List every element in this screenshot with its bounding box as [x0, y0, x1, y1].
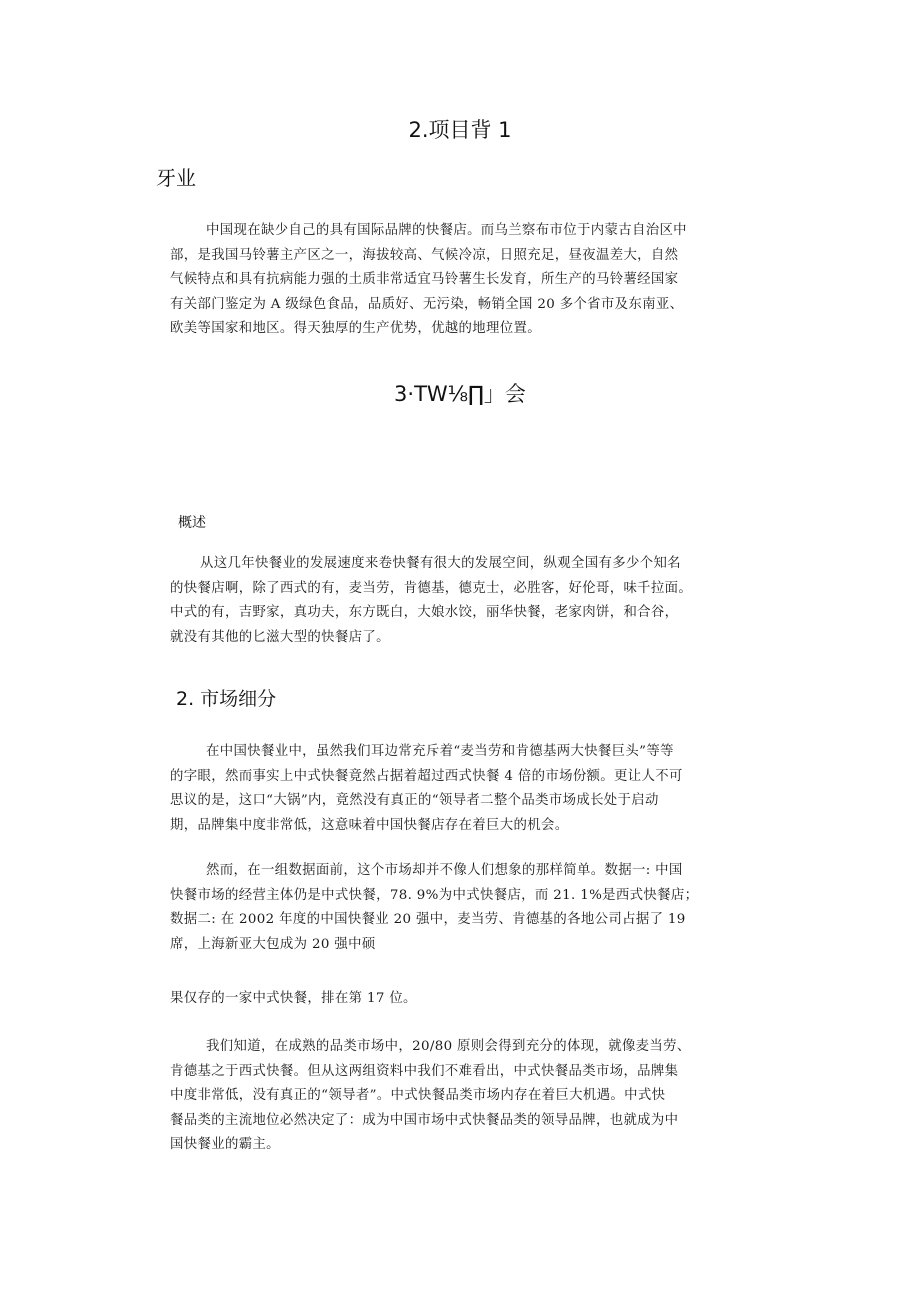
paragraph-line: 数据二: 在 2002 年度的中国快餐业 20 强中，麦当劳、肯德基的各地公司占据了 19 — [170, 912, 686, 928]
paragraph-market-2 — [170, 859, 760, 957]
paragraph-line: 中式的有，吉野家，真功夫，东方既白，大娘水饺，丽华快餐，老家肉饼，和合谷， — [170, 605, 679, 621]
section-heading-project-background: 2.项目背 1 — [408, 118, 512, 142]
paragraph-line: 国快餐业的霸主。 — [170, 1137, 280, 1153]
paragraph-line: 在中国快餐业中，虽然我们耳边常充斥着“麦当劳和肯德基两大快餐巨头”等等 — [206, 744, 674, 759]
paragraph-line: 的字眼，然而事实上中式快餐竟然占据着超过西式快餐 4 倍的市场份额。更让人不可 — [170, 768, 683, 784]
paragraph-line: 席，上海新亚大包成为 20 强中硕 — [170, 936, 376, 952]
paragraph-line: 部，是我国马铃薯主产区之一，海拔较高、气候冷凉，日照充足，昼夜温差大，自然 — [170, 247, 679, 263]
paragraph-line: 肯德基之于西式快餐。但从这两组资料中我们不难看出，中式快餐品类市场，品牌集 — [170, 1063, 679, 1079]
paragraph-line: 快餐市场的经营主体仍是中式快餐，78. 9%为中式快餐店，而 21. 1%是西式快餐店； — [170, 887, 699, 903]
paragraph-line: 气候特点和具有抗病能力强的土质非常适宜马铃薯生长发育，所生产的马铃薯经国家 — [170, 272, 679, 288]
paragraph-overview — [170, 552, 770, 650]
paragraph-line: 有关部门鉴定为 A 级绿色食品，品质好、无污染，畅销全国 20 多个省市及东南亚、 — [170, 296, 684, 312]
section-heading-market: 2. 市场细分 — [176, 688, 277, 710]
section-heading-overview: 概述 — [178, 515, 206, 531]
paragraph-line: 餐品类的主流地位必然决定了：成为中国市场中式快餐品类的领导品牌，也就成为中 — [170, 1112, 679, 1128]
paragraph-industry — [170, 219, 760, 342]
paragraph-line: 中度非常低，没有真正的“领导者”。中式快餐品类市场内存在着巨大机遇。中式快 — [170, 1088, 666, 1104]
paragraph-line: 果仅存的一家中式快餐，排在第 17 位。 — [170, 991, 417, 1006]
paragraph-line: 然而，在一组数据面前，这个市场却并不像人们想象的那样简单。数据一: 中国 — [206, 863, 683, 878]
paragraph-market-3 — [170, 987, 760, 1012]
paragraph-line: 欧美等国家和地区。得天独厚的生产优势，优越的地理位置。 — [170, 321, 541, 337]
paragraph-line: 的快餐店啊，除了西式的有，麦当劳，肯德基，德克士，必胜客，好伦哥，味千拉面。 — [170, 580, 693, 596]
paragraph-market-4 — [170, 1035, 760, 1158]
section-heading-industry: 牙业 — [156, 166, 196, 190]
paragraph-line: 就没有其他的匕滋大型的快餐店了。 — [170, 629, 390, 645]
paragraph-line: 思议的是，这口“大锅”内，竟然没有真正的“领导者二整个品类市场成长处于启动 — [170, 793, 659, 809]
paragraph-line: 中国现在缺少自己的具有国际品牌的快餐店。而乌兰察布市位于内蒙古自治区中 — [206, 223, 687, 238]
paragraph-line: 从这几年快餐业的发展速度来卷快餐有很大的发展空间，纵观全国有多少个知名 — [200, 556, 681, 571]
paragraph-line: 我们知道，在成熟的品类市场中，20/80 原则会得到充分的体现，就像麦当劳、 — [206, 1039, 691, 1054]
paragraph-line: 期，品牌集中度非常低，这意味着中国快餐店存在着巨大的机会。 — [170, 817, 569, 833]
section-heading-garbled: 3·TW⅛∏」会 — [394, 382, 526, 406]
paragraph-market-1 — [170, 740, 760, 838]
